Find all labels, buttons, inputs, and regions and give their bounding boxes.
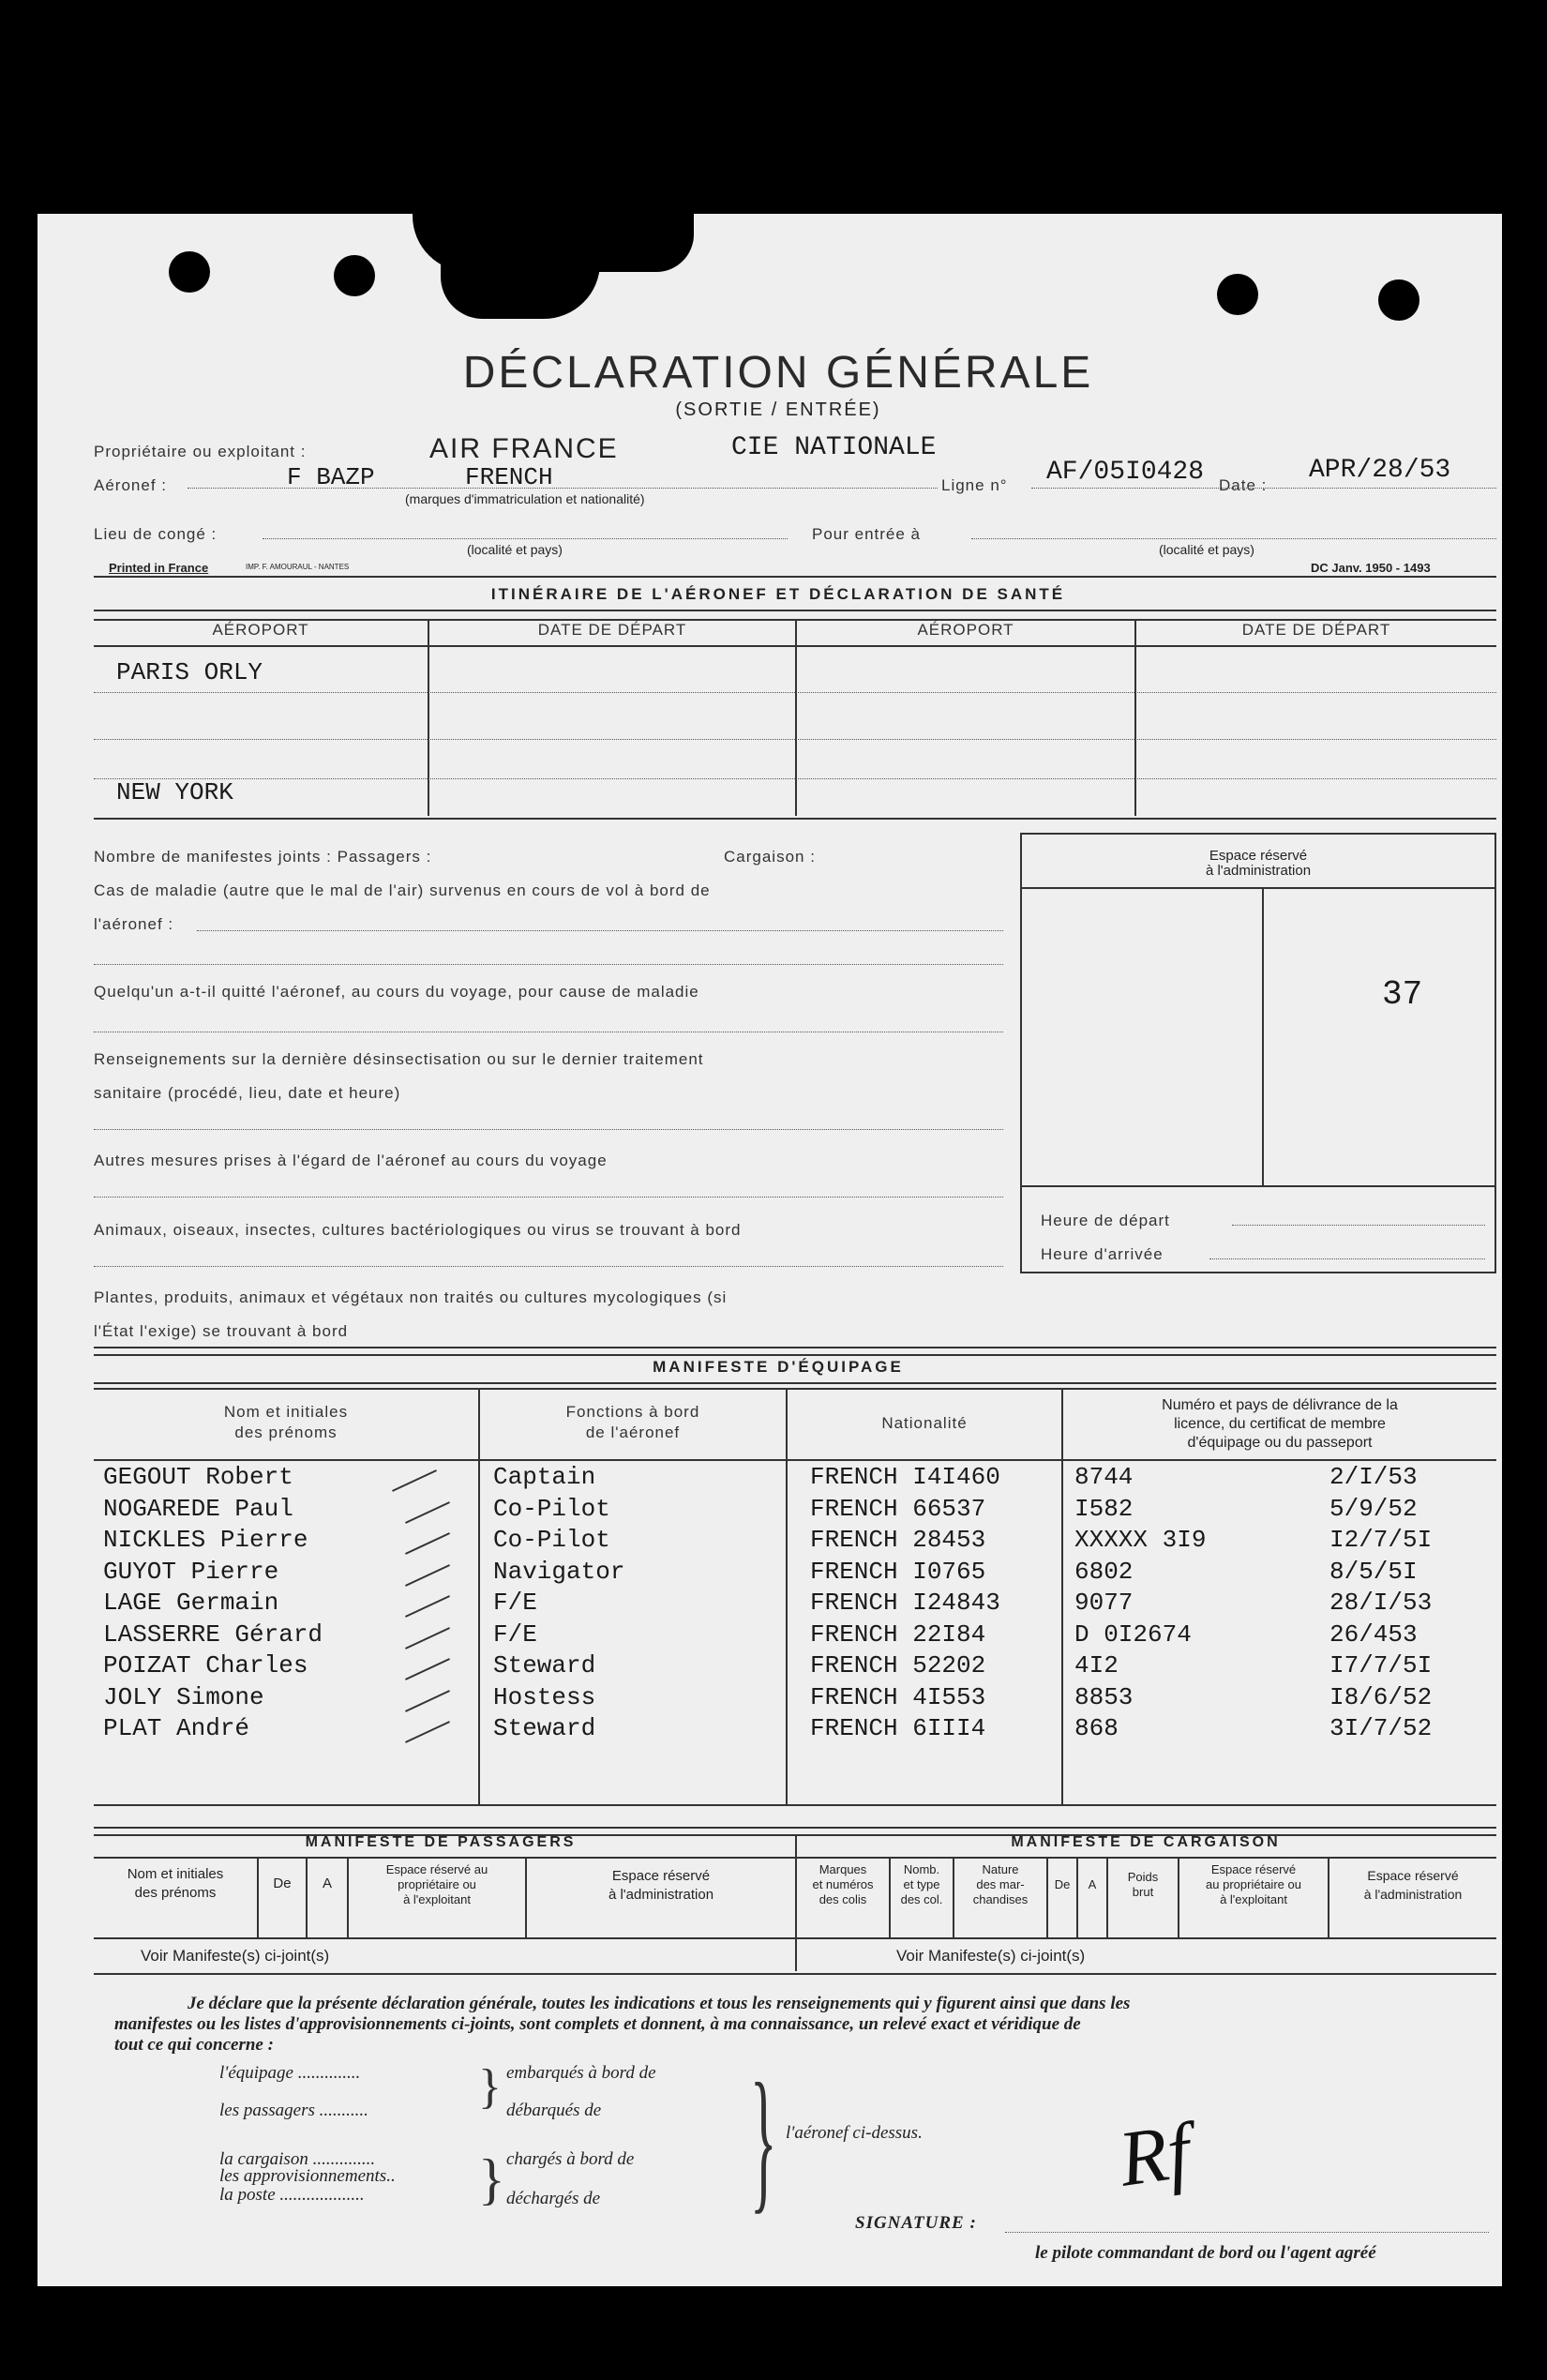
printed-in-france: Printed in France bbox=[109, 561, 209, 575]
crew-head-lic-1: Numéro et pays de délivrance de la bbox=[1162, 1397, 1398, 1413]
rule-itin-1 bbox=[94, 610, 1496, 611]
crew-license-number: D 0I2674 bbox=[1074, 1619, 1192, 1649]
cargo-col-3 bbox=[1046, 1857, 1048, 1937]
illness-dots-1 bbox=[197, 930, 1003, 931]
cargo-head-nb-2: et type bbox=[903, 1877, 940, 1891]
crew-license-number: 8744 bbox=[1074, 1463, 1134, 1491]
illness-line-2: l'aéronef : bbox=[94, 915, 174, 933]
aircraft-line bbox=[188, 488, 938, 489]
cargo-head-op-2: au propriétaire ou bbox=[1206, 1877, 1301, 1891]
admin-rule bbox=[1020, 887, 1496, 889]
brace-2: } bbox=[478, 2148, 505, 2210]
admin-title-1: Espace réservé bbox=[1209, 848, 1308, 864]
crew-license-date: I7/7/5I bbox=[1329, 1651, 1433, 1680]
cargo-head-adm-2: à l'administration bbox=[1363, 1887, 1463, 1902]
crew-head-name-2: des prénoms bbox=[234, 1423, 338, 1441]
decl-item-cargo: la cargaison .............. bbox=[219, 2149, 376, 2169]
illness-line-1: Cas de maladie (autre que le mal de l'air) survenus en cours de vol à bord de bbox=[94, 881, 711, 899]
plants-line-2: l'État l'exige) se trouvant à bord bbox=[94, 1322, 349, 1340]
pax-head-op-1: Espace réservé au bbox=[385, 1862, 488, 1876]
itin-col-3 bbox=[1134, 619, 1136, 816]
cargo-head-de: De bbox=[1054, 1877, 1071, 1891]
itin-head-date-1: DATE DE DÉPART bbox=[537, 621, 687, 639]
date-line bbox=[1031, 488, 1496, 489]
dc-reference: DC Janv. 1950 - 1493 bbox=[1311, 561, 1431, 575]
cargo-head-adm-1: Espace réservé bbox=[1367, 1868, 1459, 1883]
pax-head-de: De bbox=[273, 1875, 292, 1891]
itin-origin: PARIS ORLY bbox=[116, 658, 263, 686]
crew-name: NICKLES Pierre bbox=[103, 1526, 308, 1554]
crew-license-date: I8/6/52 bbox=[1329, 1682, 1433, 1711]
cargo-head-rule bbox=[795, 1937, 1496, 1939]
aircraft-registration: F BAZP bbox=[287, 463, 375, 491]
crew-license-number: XXXXX 3I9 bbox=[1074, 1526, 1207, 1554]
other-measures-dots bbox=[94, 1197, 1003, 1198]
pax-head-name-1: Nom et initiales bbox=[127, 1866, 224, 1882]
crew-name: POIZAT Charles bbox=[103, 1651, 308, 1680]
cargo-head-marks-1: Marques bbox=[819, 1862, 867, 1876]
company-value: CIE NATIONALE bbox=[731, 433, 937, 462]
plants-line-1: Plantes, produits, animaux et végétaux non traités ou cultures mycologiques (si bbox=[94, 1288, 728, 1306]
crew-role: F/E bbox=[493, 1619, 537, 1649]
marks-note: (marques d'immatriculation et nationalité) bbox=[405, 491, 645, 506]
other-measures-line: Autres mesures prises à l'égard de l'aéronef au cours du voyage bbox=[94, 1152, 608, 1169]
signature-mark: Rf bbox=[1113, 2107, 1195, 2204]
crew-head-lic-3: d'équipage ou du passeport bbox=[1187, 1435, 1373, 1451]
cargo-label: Cargaison : bbox=[724, 848, 816, 866]
crew-license-number: 6802 bbox=[1074, 1557, 1134, 1586]
crew-role: Navigator bbox=[493, 1557, 625, 1586]
signature-label: SIGNATURE : bbox=[855, 2213, 977, 2233]
rule-crew-1 bbox=[94, 1347, 1496, 1348]
disinfection-line-1: Renseignements sur la dernière désinsectisation ou sur le dernier traitement bbox=[94, 1050, 704, 1068]
itin-col-1 bbox=[428, 619, 429, 816]
declaration-line-3: tout ce qui concerne : bbox=[114, 2035, 274, 2055]
entry-label: Pour entrée à bbox=[812, 525, 922, 543]
pax-head-op-3: à l'exploitant bbox=[403, 1892, 471, 1906]
crew-license-date: 28/I/53 bbox=[1329, 1589, 1433, 1617]
crew-name: GUYOT Pierre bbox=[103, 1557, 279, 1586]
crew-nationality: FRENCH 4I553 bbox=[810, 1682, 986, 1711]
disinfection-dots bbox=[94, 1129, 1003, 1130]
crew-name: PLAT André bbox=[103, 1714, 250, 1742]
cargo-head-w-2: brut bbox=[1132, 1885, 1154, 1899]
rule-pax-1 bbox=[94, 1827, 1496, 1829]
locality-note-right: (localité et pays) bbox=[1159, 542, 1254, 557]
decl-item-mail: la poste ................... bbox=[219, 2185, 365, 2205]
animals-dots bbox=[94, 1266, 1003, 1267]
cargo-head-nat-2: des mar- bbox=[976, 1877, 1025, 1891]
declaration-line-2: manifestes ou les listes d'approvisionnements ci-joints, sont complets et donnent, à ma connaissance, un relevé exact et véridique de bbox=[114, 2014, 1081, 2034]
manifests-label: Nombre de manifestes joints : Passagers : bbox=[94, 848, 432, 866]
crew-col-1 bbox=[478, 1388, 480, 1804]
pax-head-op-2: propriétaire ou bbox=[398, 1877, 476, 1891]
crew-license-date: 5/9/52 bbox=[1329, 1494, 1418, 1523]
crew-license-number: 868 bbox=[1074, 1714, 1119, 1742]
cargo-head-a: A bbox=[1088, 1877, 1097, 1891]
owner-label: Propriétaire ou exploitant : bbox=[94, 443, 307, 460]
crew-head-func-1: Fonctions à bord bbox=[565, 1403, 700, 1421]
cargo-col-4 bbox=[1076, 1857, 1078, 1937]
cargo-title: MANIFESTE DE CARGAISON bbox=[1011, 1834, 1281, 1850]
rule-crew-3 bbox=[94, 1382, 1496, 1384]
cargo-head-marks-3: des colis bbox=[819, 1892, 867, 1906]
itin-col-2 bbox=[795, 619, 797, 816]
crew-license-number: I582 bbox=[1074, 1494, 1134, 1523]
date-label: Date : bbox=[1219, 476, 1268, 494]
crew-role: Captain bbox=[493, 1463, 596, 1491]
departure-time-dots bbox=[1232, 1225, 1485, 1226]
itin-row-2 bbox=[94, 739, 1496, 740]
itin-head-airport-2: AÉROPORT bbox=[917, 621, 1014, 639]
crew-col-2 bbox=[786, 1388, 788, 1804]
crew-nationality: FRENCH 52202 bbox=[810, 1651, 986, 1680]
pax-head-rule bbox=[94, 1937, 795, 1939]
passengers-title: MANIFESTE DE PASSAGERS bbox=[305, 1834, 577, 1850]
aircraft-label: Aéronef : bbox=[94, 476, 167, 494]
punch-hole-right-2 bbox=[1378, 279, 1419, 321]
printer-note: IMP. F. AMOURAUL - NANTES bbox=[246, 563, 350, 571]
cargo-head-nb-1: Nomb. bbox=[903, 1862, 940, 1876]
crew-nationality: FRENCH I4I460 bbox=[810, 1463, 1000, 1491]
cargo-head-marks-2: et numéros bbox=[812, 1877, 874, 1891]
rule-header bbox=[94, 576, 1496, 578]
ligne-value: AF/05I0428 bbox=[1046, 458, 1205, 487]
signer-note: le pilote commandant de bord ou l'agent agréé bbox=[1035, 2243, 1376, 2263]
cargo-head-op-1: Espace réservé bbox=[1210, 1862, 1297, 1876]
crew-nationality: FRENCH 28453 bbox=[810, 1526, 986, 1554]
decl-item-passengers: les passagers ........... bbox=[219, 2101, 368, 2120]
decl-item-crew: l'équipage .............. bbox=[219, 2063, 361, 2083]
crew-license-date: 8/5/5I bbox=[1329, 1557, 1418, 1586]
crew-head-func-2: de l'aéronef bbox=[585, 1423, 681, 1441]
rule-crew-end bbox=[94, 1804, 1496, 1806]
form-title: DÉCLARATION GÉNÉRALE bbox=[462, 348, 1094, 398]
signature-line bbox=[1005, 2232, 1489, 2233]
brace-3: } bbox=[750, 2051, 777, 2227]
crew-nationality: FRENCH 22I84 bbox=[810, 1619, 986, 1649]
crew-nationality: FRENCH I0765 bbox=[810, 1557, 986, 1586]
pax-col-1 bbox=[257, 1857, 259, 1937]
rule-crew-head bbox=[94, 1459, 1496, 1461]
crew-role: Co-Pilot bbox=[493, 1494, 610, 1523]
departure-time-label: Heure de départ bbox=[1041, 1212, 1170, 1229]
crew-license-number: 8853 bbox=[1074, 1682, 1134, 1711]
crew-role: F/E bbox=[493, 1589, 537, 1617]
crew-name: JOLY Simone bbox=[103, 1682, 264, 1711]
crew-nationality: FRENCH I24843 bbox=[810, 1589, 1000, 1617]
brace-1: } bbox=[478, 2060, 502, 2114]
entry-line bbox=[971, 538, 1496, 539]
pax-footer: Voir Manifeste(s) ci-joint(s) bbox=[141, 1947, 330, 1965]
aircraft-nationality: FRENCH bbox=[465, 463, 553, 491]
arrival-time-label: Heure d'arrivée bbox=[1041, 1245, 1164, 1263]
pax-col-2 bbox=[306, 1857, 308, 1937]
crew-nationality: FRENCH 6III4 bbox=[810, 1714, 986, 1742]
rule-crew-2 bbox=[94, 1354, 1496, 1356]
crew-head-name-1: Nom et initiales bbox=[223, 1403, 349, 1421]
crew-license-number: 4I2 bbox=[1074, 1651, 1119, 1680]
cargo-head-nb-3: des col. bbox=[900, 1892, 943, 1906]
crew-license-date: 3I/7/52 bbox=[1329, 1714, 1433, 1742]
decl-unloaded: déchargés de bbox=[506, 2189, 601, 2208]
decl-loaded: chargés à bord de bbox=[506, 2149, 635, 2169]
cargo-head-w-1: Poids bbox=[1127, 1870, 1159, 1884]
pax-head-name-2: des prénoms bbox=[134, 1885, 217, 1901]
crew-license-date: 26/453 bbox=[1329, 1619, 1418, 1649]
crew-license-date: I2/7/5I bbox=[1329, 1526, 1433, 1554]
itinerary-title: ITINÉRAIRE DE L'AÉRONEF ET DÉCLARATION DE SANTÉ bbox=[490, 585, 1066, 603]
crew-name: NOGAREDE Paul bbox=[103, 1494, 293, 1523]
rule-crew-4 bbox=[94, 1388, 1496, 1390]
illness-dots-2 bbox=[94, 964, 1003, 965]
itin-row-1 bbox=[94, 692, 1496, 693]
rule-pax-end bbox=[94, 1973, 1496, 1975]
crew-title: MANIFESTE D'ÉQUIPAGE bbox=[653, 1358, 904, 1376]
punch-hole-left-1 bbox=[169, 251, 210, 293]
decl-aircraft: l'aéronef ci-dessus. bbox=[786, 2123, 923, 2143]
crew-nationality: FRENCH 66537 bbox=[810, 1494, 986, 1523]
decl-item-supplies: les approvisionnements.. bbox=[219, 2166, 396, 2186]
admin-box bbox=[1020, 833, 1496, 1273]
admin-title-2: à l'administration bbox=[1205, 863, 1312, 879]
crew-license-date: 2/I/53 bbox=[1329, 1463, 1418, 1491]
admin-value: 37 bbox=[1382, 975, 1423, 1014]
admin-divider bbox=[1262, 887, 1264, 1185]
crew-head-lic-2: licence, du certificat de membre bbox=[1174, 1416, 1386, 1432]
crew-name: LASSERRE Gérard bbox=[103, 1619, 323, 1649]
crew-role: Hostess bbox=[493, 1682, 596, 1711]
cargo-head-op-3: à l'exploitant bbox=[1220, 1892, 1287, 1906]
crew-name: GEGOUT Robert bbox=[103, 1463, 293, 1491]
date-value: APR/28/53 bbox=[1309, 456, 1451, 485]
pax-head-adm-1: Espace réservé bbox=[611, 1868, 711, 1884]
left-aircraft-line: Quelqu'un a-t-il quitté l'aéronef, au cours du voyage, pour cause de maladie bbox=[94, 983, 699, 1001]
disinfection-line-2: sanitaire (procédé, lieu, date et heure) bbox=[94, 1084, 401, 1102]
punch-hole-left-2 bbox=[334, 255, 375, 296]
cargo-head-nat-3: chandises bbox=[972, 1892, 1029, 1906]
crew-license-number: 9077 bbox=[1074, 1589, 1134, 1617]
crew-name: LAGE Germain bbox=[103, 1589, 279, 1617]
depart-line bbox=[263, 538, 788, 539]
ligne-label: Ligne n° bbox=[941, 476, 1008, 494]
punch-hole-right-1 bbox=[1217, 274, 1258, 315]
owner-value: AIR FRANCE bbox=[429, 433, 619, 464]
rule-itin-end bbox=[94, 818, 1496, 820]
itin-row-3 bbox=[94, 778, 1496, 779]
cargo-head-nat-1: Nature bbox=[982, 1862, 1019, 1876]
locality-note-left: (localité et pays) bbox=[467, 542, 563, 557]
decl-embarked: embarqués à bord de bbox=[506, 2063, 656, 2083]
depart-label: Lieu de congé : bbox=[94, 525, 218, 543]
itin-destination: NEW YORK bbox=[116, 778, 233, 806]
form-subtitle: (SORTIE / ENTRÉE) bbox=[675, 399, 881, 420]
crew-role: Steward bbox=[493, 1651, 596, 1680]
animals-line: Animaux, oiseaux, insectes, cultures bactériologiques ou virus se trouvant à bord bbox=[94, 1221, 742, 1239]
crew-role: Steward bbox=[493, 1714, 596, 1742]
crew-role: Co-Pilot bbox=[493, 1526, 610, 1554]
itin-head-airport-1: AÉROPORT bbox=[212, 621, 309, 639]
arrival-time-dots bbox=[1209, 1258, 1485, 1259]
crew-head-nat: Nationalité bbox=[881, 1414, 968, 1432]
declaration-line-1: Je déclare que la présente déclaration générale, toutes les indications et tous les renseignements qui y figurent ainsi que dans les bbox=[188, 1994, 1131, 2013]
pax-head-adm-2: à l'administration bbox=[608, 1887, 714, 1903]
decl-disembarked: débarqués de bbox=[506, 2101, 602, 2120]
itin-head-date-2: DATE DE DÉPART bbox=[1241, 621, 1391, 639]
pax-head-a: A bbox=[322, 1875, 332, 1891]
cargo-footer: Voir Manifeste(s) ci-joint(s) bbox=[896, 1947, 1086, 1965]
admin-rule-2 bbox=[1020, 1185, 1496, 1187]
